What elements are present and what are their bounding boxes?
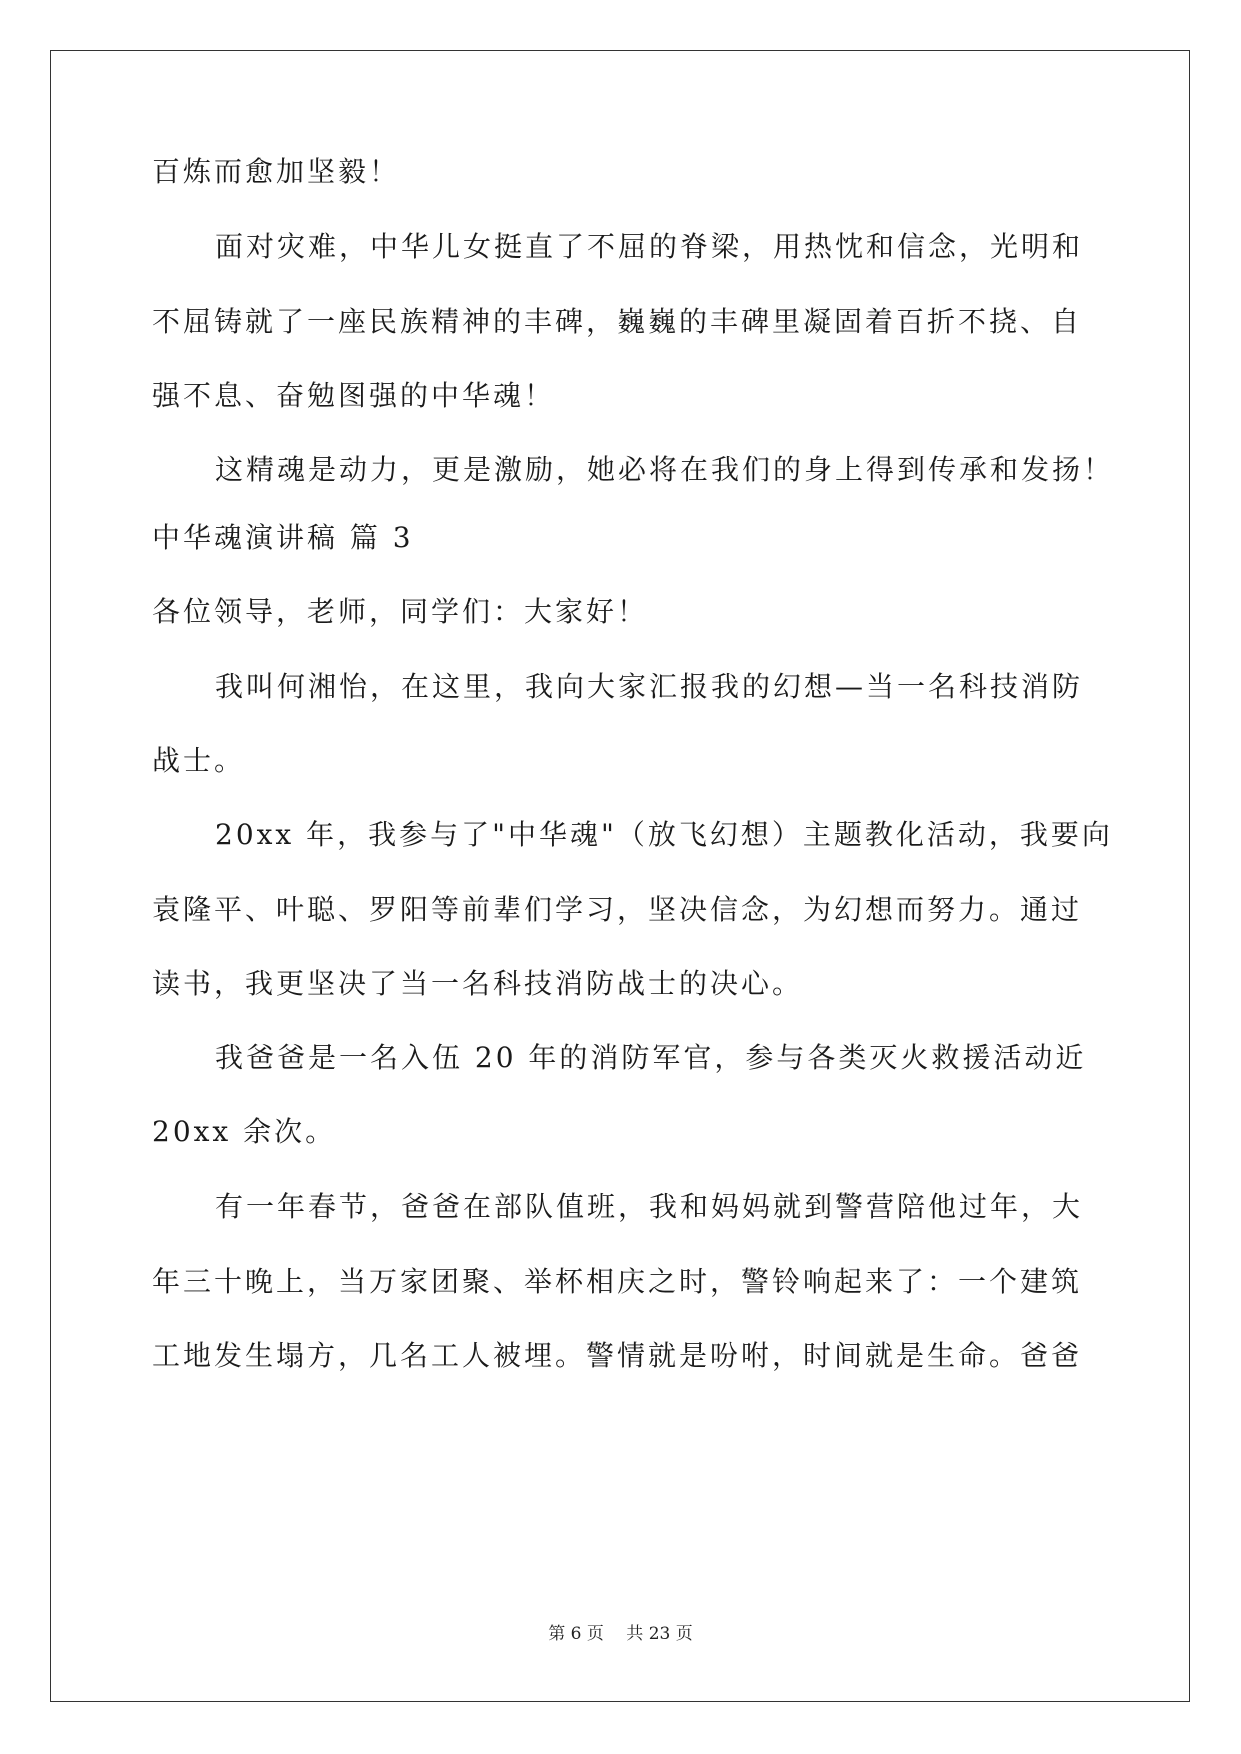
text-line: 20xx 年，我参与了"中华魂"（放飞幻想）主题教化活动，我要向 [215,818,1113,851]
text-line: 我爸爸是一名入伍 20 年的消防军官，参与各类灭火救援活动近 [215,1041,1087,1074]
text-line: 读书，我更坚决了当一名科技消防战士的决心。 [152,967,804,1000]
text-line: 我叫何湘怡，在这里，我向大家汇报我的幻想—当一名科技消防 [215,670,1084,703]
text-line: 强不息、奋勉图强的中华魂！ [152,379,556,412]
text-line: 工地发生塌方，几名工人被埋。警情就是吩咐，时间就是生命。爸爸 [152,1339,1083,1372]
text-line: 面对灾难，中华儿女挺直了不屈的脊梁，用热忱和信念，光明和 [215,230,1084,263]
text-line: 袁隆平、叶聪、罗阳等前辈们学习，坚决信念，为幻想而努力。通过 [152,893,1083,926]
text-line: 有一年春节，爸爸在部队值班，我和妈妈就到警营陪他过年，大 [215,1190,1084,1223]
text-line: 不屈铸就了一座民族精神的丰碑，巍巍的丰碑里凝固着百折不挠、自 [152,305,1083,338]
section-heading: 中华魂演讲稿 篇 3 [152,521,414,554]
page-number: 第 6 页 共 23 页 [548,1624,693,1644]
text-line: 20xx 余次。 [152,1115,337,1148]
text-line: 各位领导，老师，同学们：大家好！ [152,595,649,628]
text-line: 这精魂是动力，更是激励，她必将在我们的身上得到传承和发扬！ [215,453,1115,486]
text-line: 年三十晚上，当万家团聚、举杯相庆之时，警铃响起来了：一个建筑 [152,1265,1083,1298]
text-line: 百炼而愈加坚毅！ [152,155,401,188]
text-line: 战士。 [152,744,246,777]
page-border [50,50,1190,1702]
